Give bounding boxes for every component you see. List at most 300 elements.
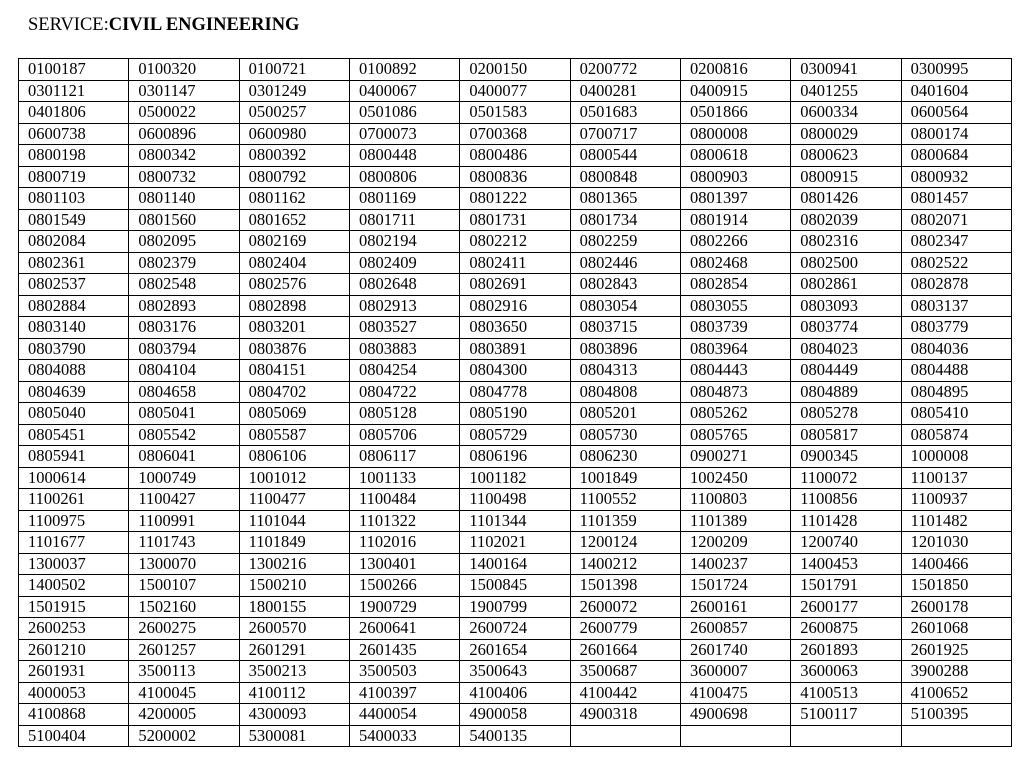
roll-number-cell: 0803891	[460, 338, 570, 360]
roll-number-cell	[570, 725, 680, 747]
roll-number-cell: 2601210	[19, 639, 129, 661]
roll-number-cell: 0805451	[19, 424, 129, 446]
roll-number-cell: 0804104	[129, 360, 239, 382]
roll-number-cell: 2601068	[901, 618, 1011, 640]
roll-number-cell: 0600738	[19, 123, 129, 145]
roll-number-cell: 1101344	[460, 510, 570, 532]
table-row	[19, 618, 1012, 640]
roll-number-cell: 0802361	[19, 252, 129, 274]
roll-number-cell: 0501086	[349, 102, 459, 124]
roll-number-cell: 0804036	[901, 338, 1011, 360]
roll-number-cell: 4400054	[349, 704, 459, 726]
roll-number-cell: 0805874	[901, 424, 1011, 446]
roll-number-cell: 0802691	[460, 274, 570, 296]
roll-number-cell: 0805941	[19, 446, 129, 468]
roll-number-cell: 1200740	[791, 532, 901, 554]
roll-number-cell: 1500845	[460, 575, 570, 597]
roll-number-cell: 0802893	[129, 295, 239, 317]
table-row	[19, 102, 1012, 124]
roll-number-cell: 0804808	[570, 381, 680, 403]
roll-number-cell: 0805201	[570, 403, 680, 425]
roll-number-cell: 4300093	[239, 704, 349, 726]
roll-number-cell: 1101322	[349, 510, 459, 532]
roll-number-cell: 2601740	[680, 639, 790, 661]
roll-number-cell: 0900345	[791, 446, 901, 468]
roll-number-cell: 1001849	[570, 467, 680, 489]
roll-number-cell: 1101428	[791, 510, 901, 532]
table-row	[19, 381, 1012, 403]
roll-number-cell: 1501791	[791, 575, 901, 597]
roll-number-cell: 0802266	[680, 231, 790, 253]
roll-number-cell: 0801140	[129, 188, 239, 210]
roll-number-cell: 1100427	[129, 489, 239, 511]
roll-number-cell: 0803794	[129, 338, 239, 360]
roll-number-cell: 0700368	[460, 123, 570, 145]
roll-number-cell: 4100513	[791, 682, 901, 704]
roll-number-cell: 1400164	[460, 553, 570, 575]
roll-number-cell: 0802095	[129, 231, 239, 253]
roll-number-cell: 5400135	[460, 725, 570, 747]
roll-number-cell: 1100072	[791, 467, 901, 489]
roll-number-cell: 1501915	[19, 596, 129, 618]
roll-number-cell: 0803137	[901, 295, 1011, 317]
roll-number-cell: 0501683	[570, 102, 680, 124]
roll-number-cell: 4200005	[129, 704, 239, 726]
roll-number-cell: 1102021	[460, 532, 570, 554]
roll-number-cell: 1100552	[570, 489, 680, 511]
roll-number-cell: 2601435	[349, 639, 459, 661]
roll-number-cell: 0803201	[239, 317, 349, 339]
roll-number-cell: 2600641	[349, 618, 459, 640]
roll-number-cell: 0802548	[129, 274, 239, 296]
roll-number-cell: 1100137	[901, 467, 1011, 489]
roll-number-cell: 0803883	[349, 338, 459, 360]
roll-number-cell: 4100475	[680, 682, 790, 704]
roll-number-cell: 0800029	[791, 123, 901, 145]
roll-number-cell: 0800915	[791, 166, 901, 188]
table-row	[19, 575, 1012, 597]
table-row	[19, 295, 1012, 317]
roll-number-cell: 1800155	[239, 596, 349, 618]
roll-number-cell: 0802404	[239, 252, 349, 274]
table-row	[19, 145, 1012, 167]
table-row	[19, 403, 1012, 425]
roll-number-cell: 1100261	[19, 489, 129, 511]
roll-number-cell: 1101743	[129, 532, 239, 554]
roll-number-cell: 0805069	[239, 403, 349, 425]
roll-number-cell: 1500107	[129, 575, 239, 597]
roll-number-cell: 1002450	[680, 467, 790, 489]
roll-number-cell: 1100484	[349, 489, 459, 511]
roll-number-cell: 3900288	[901, 661, 1011, 683]
roll-number-cell: 0801560	[129, 209, 239, 231]
roll-number-cell: 0804313	[570, 360, 680, 382]
roll-number-cell: 1101482	[901, 510, 1011, 532]
roll-number-cell: 1102016	[349, 532, 459, 554]
roll-number-cell: 2601893	[791, 639, 901, 661]
roll-number-cell: 0501866	[680, 102, 790, 124]
roll-number-cell: 1100937	[901, 489, 1011, 511]
roll-number-cell: 3500213	[239, 661, 349, 683]
roll-number-cell: 4000053	[19, 682, 129, 704]
table-row	[19, 188, 1012, 210]
roll-number-cell: 0800684	[901, 145, 1011, 167]
roll-number-cell: 0301249	[239, 80, 349, 102]
roll-number-cell: 0805041	[129, 403, 239, 425]
roll-number-cell: 3500643	[460, 661, 570, 683]
roll-number-cell: 4900318	[570, 704, 680, 726]
table-row	[19, 725, 1012, 747]
roll-number-cell: 0805190	[460, 403, 570, 425]
roll-number-cell: 0803650	[460, 317, 570, 339]
roll-number-cell: 0802843	[570, 274, 680, 296]
roll-number-cell: 1501724	[680, 575, 790, 597]
table-row	[19, 360, 1012, 382]
roll-number-cell: 0802884	[19, 295, 129, 317]
roll-number-cell: 0805729	[460, 424, 570, 446]
roll-number-cell	[791, 725, 901, 747]
roll-number-cell: 1900729	[349, 596, 459, 618]
roll-number-cell: 1400453	[791, 553, 901, 575]
roll-number-cell: 0200150	[460, 59, 570, 81]
roll-number-cell: 0805040	[19, 403, 129, 425]
roll-number-cell: 0805278	[791, 403, 901, 425]
roll-number-cell: 1500210	[239, 575, 349, 597]
table-row	[19, 317, 1012, 339]
roll-number-cell: 0803739	[680, 317, 790, 339]
roll-number-cell: 3600007	[680, 661, 790, 683]
roll-number-cell: 3600063	[791, 661, 901, 683]
roll-number-cell: 0803140	[19, 317, 129, 339]
table-row	[19, 553, 1012, 575]
roll-number-cell: 0800932	[901, 166, 1011, 188]
roll-number-cell: 0900271	[680, 446, 790, 468]
roll-number-cell: 1101389	[680, 510, 790, 532]
roll-number-cell: 0804639	[19, 381, 129, 403]
roll-number-cell: 0803964	[680, 338, 790, 360]
roll-number-cell: 0802916	[460, 295, 570, 317]
roll-number-cell: 0803896	[570, 338, 680, 360]
roll-number-cell: 0800719	[19, 166, 129, 188]
roll-number-cell: 0801549	[19, 209, 129, 231]
roll-number-cell: 0800448	[349, 145, 459, 167]
roll-number-cell: 0804488	[901, 360, 1011, 382]
roll-number-cell: 0804443	[680, 360, 790, 382]
roll-number-cell: 0300941	[791, 59, 901, 81]
roll-number-cell: 1001133	[349, 467, 459, 489]
roll-number-cell: 2600275	[129, 618, 239, 640]
roll-number-cell: 0401806	[19, 102, 129, 124]
roll-number-cell: 0802259	[570, 231, 680, 253]
roll-number-cell: 0805706	[349, 424, 459, 446]
roll-number-cell: 3500113	[129, 661, 239, 683]
roll-number-cell: 1000008	[901, 446, 1011, 468]
roll-number-cell: 0802316	[791, 231, 901, 253]
roll-number-cell: 0800486	[460, 145, 570, 167]
roll-number-cell: 1000614	[19, 467, 129, 489]
table-row	[19, 682, 1012, 704]
roll-number-cell: 0700717	[570, 123, 680, 145]
roll-number-cell: 0501583	[460, 102, 570, 124]
roll-number-cell: 0802500	[791, 252, 901, 274]
roll-number-cell: 1400212	[570, 553, 680, 575]
roll-number-cell: 0804778	[460, 381, 570, 403]
roll-number-cell: 1502160	[129, 596, 239, 618]
roll-number-cell: 1100803	[680, 489, 790, 511]
roll-number-table-body	[19, 59, 1012, 747]
roll-number-cell: 5100395	[901, 704, 1011, 726]
roll-number-cell: 0800618	[680, 145, 790, 167]
roll-number-cell: 0500257	[239, 102, 349, 124]
roll-number-cell: 0802071	[901, 209, 1011, 231]
roll-number-cell: 1101849	[239, 532, 349, 554]
roll-number-cell: 0803527	[349, 317, 459, 339]
roll-number-cell: 1400502	[19, 575, 129, 597]
roll-number-cell: 2600857	[680, 618, 790, 640]
roll-number-cell: 0700073	[349, 123, 459, 145]
table-row	[19, 252, 1012, 274]
roll-number-cell: 0802194	[349, 231, 459, 253]
roll-number-cell: 4900058	[460, 704, 570, 726]
roll-number-cell: 0802648	[349, 274, 459, 296]
roll-number-cell: 0301147	[129, 80, 239, 102]
roll-number-cell: 0802347	[901, 231, 1011, 253]
roll-number-cell: 1100991	[129, 510, 239, 532]
roll-number-cell: 0802468	[680, 252, 790, 274]
roll-number-cell: 0800544	[570, 145, 680, 167]
roll-number-cell: 0500022	[129, 102, 239, 124]
roll-number-cell: 0805730	[570, 424, 680, 446]
roll-number-cell: 2600178	[901, 596, 1011, 618]
roll-number-cell: 1300037	[19, 553, 129, 575]
roll-number-cell: 3500687	[570, 661, 680, 683]
roll-number-cell: 0805542	[129, 424, 239, 446]
roll-number-cell: 0800342	[129, 145, 239, 167]
table-row	[19, 274, 1012, 296]
roll-number-cell: 0806041	[129, 446, 239, 468]
roll-number-cell: 0804151	[239, 360, 349, 382]
roll-number-cell: 0100721	[239, 59, 349, 81]
roll-number-cell: 0805262	[680, 403, 790, 425]
roll-number-cell: 2600177	[791, 596, 901, 618]
roll-number-cell: 0804088	[19, 360, 129, 382]
roll-number-cell	[680, 725, 790, 747]
roll-number-cell: 4100652	[901, 682, 1011, 704]
roll-number-cell: 0800623	[791, 145, 901, 167]
roll-number-cell: 0800836	[460, 166, 570, 188]
roll-number-cell: 1101044	[239, 510, 349, 532]
roll-number-cell: 1300070	[129, 553, 239, 575]
roll-number-cell: 0801734	[570, 209, 680, 231]
roll-number-cell: 1100498	[460, 489, 570, 511]
roll-number-cell: 2600724	[460, 618, 570, 640]
roll-number-cell: 2600779	[570, 618, 680, 640]
roll-number-cell: 0800008	[680, 123, 790, 145]
roll-number-cell: 1200209	[680, 532, 790, 554]
roll-number-cell: 0802576	[239, 274, 349, 296]
roll-number-cell: 0806106	[239, 446, 349, 468]
roll-number-cell: 2600072	[570, 596, 680, 618]
table-row	[19, 166, 1012, 188]
roll-number-cell: 0200772	[570, 59, 680, 81]
roll-number-cell: 0803774	[791, 317, 901, 339]
roll-number-cell: 5100117	[791, 704, 901, 726]
roll-number-cell: 2601664	[570, 639, 680, 661]
roll-number-cell: 0600564	[901, 102, 1011, 124]
roll-number-cell: 0802878	[901, 274, 1011, 296]
roll-number-cell: 0301121	[19, 80, 129, 102]
roll-number-cell: 0802039	[791, 209, 901, 231]
roll-number-cell: 0802898	[239, 295, 349, 317]
roll-number-cell: 0802169	[239, 231, 349, 253]
roll-number-cell: 0800806	[349, 166, 459, 188]
roll-number-cell: 4100045	[129, 682, 239, 704]
roll-number-cell: 0401604	[901, 80, 1011, 102]
roll-number-cell: 0400077	[460, 80, 570, 102]
roll-number-cell: 0801222	[460, 188, 570, 210]
roll-number-cell: 0800198	[19, 145, 129, 167]
table-row	[19, 489, 1012, 511]
roll-number-cell: 1400237	[680, 553, 790, 575]
roll-number-cell: 0804889	[791, 381, 901, 403]
roll-number-cell: 0801731	[460, 209, 570, 231]
roll-number-cell: 0805410	[901, 403, 1011, 425]
roll-number-cell: 4900698	[680, 704, 790, 726]
roll-number-cell: 5200002	[129, 725, 239, 747]
roll-number-cell: 2600253	[19, 618, 129, 640]
roll-number-cell: 0600980	[239, 123, 349, 145]
roll-number-cell: 0803790	[19, 338, 129, 360]
roll-number-cell: 0400067	[349, 80, 459, 102]
roll-number-cell: 0200816	[680, 59, 790, 81]
roll-number-cell: 4100406	[460, 682, 570, 704]
roll-number-cell: 0100320	[129, 59, 239, 81]
roll-number-cell: 0803093	[791, 295, 901, 317]
roll-number-cell: 4100868	[19, 704, 129, 726]
table-row	[19, 424, 1012, 446]
roll-number-cell: 0804873	[680, 381, 790, 403]
roll-number-cell: 0805817	[791, 424, 901, 446]
roll-number-cell: 0100187	[19, 59, 129, 81]
roll-number-cell: 1500266	[349, 575, 459, 597]
roll-number-cell: 0800392	[239, 145, 349, 167]
roll-number-cell: 0804658	[129, 381, 239, 403]
roll-number-cell: 0100892	[349, 59, 459, 81]
table-row	[19, 338, 1012, 360]
table-row	[19, 661, 1012, 683]
roll-number-cell: 1200124	[570, 532, 680, 554]
roll-number-cell: 1001012	[239, 467, 349, 489]
roll-number-cell: 0804023	[791, 338, 901, 360]
table-row	[19, 704, 1012, 726]
roll-number-cell	[901, 725, 1011, 747]
roll-number-cell: 0801169	[349, 188, 459, 210]
roll-number-cell: 0803715	[570, 317, 680, 339]
roll-number-cell: 0802084	[19, 231, 129, 253]
roll-number-cell: 0802379	[129, 252, 239, 274]
roll-number-cell: 1201030	[901, 532, 1011, 554]
roll-number-cell: 0806230	[570, 446, 680, 468]
roll-number-cell: 0600896	[129, 123, 239, 145]
roll-number-cell: 0801162	[239, 188, 349, 210]
roll-number-cell: 0803055	[680, 295, 790, 317]
roll-number-cell: 0400281	[570, 80, 680, 102]
roll-number-cell: 0803054	[570, 295, 680, 317]
roll-number-cell: 0802854	[680, 274, 790, 296]
table-row	[19, 639, 1012, 661]
roll-number-cell: 0801457	[901, 188, 1011, 210]
roll-number-cell: 1300216	[239, 553, 349, 575]
roll-number-cell: 4100397	[349, 682, 459, 704]
roll-number-cell: 0600334	[791, 102, 901, 124]
page-title	[28, 14, 299, 36]
roll-number-cell: 2600875	[791, 618, 901, 640]
roll-number-cell: 1501850	[901, 575, 1011, 597]
roll-number-cell: 0805587	[239, 424, 349, 446]
roll-number-cell: 0803176	[129, 317, 239, 339]
roll-number-cell: 2601931	[19, 661, 129, 683]
roll-number-cell: 1100477	[239, 489, 349, 511]
roll-number-cell: 0800174	[901, 123, 1011, 145]
roll-number-cell: 0401255	[791, 80, 901, 102]
roll-number-cell: 0804722	[349, 381, 459, 403]
roll-number-cell: 0803876	[239, 338, 349, 360]
roll-number-cell: 0802913	[349, 295, 459, 317]
roll-number-cell: 0805765	[680, 424, 790, 446]
roll-number-cell: 1100975	[19, 510, 129, 532]
roll-number-cell: 0802861	[791, 274, 901, 296]
roll-number-cell: 5100404	[19, 725, 129, 747]
table-row	[19, 231, 1012, 253]
roll-number-cell: 0801397	[680, 188, 790, 210]
table-row	[19, 80, 1012, 102]
roll-number-cell: 3500503	[349, 661, 459, 683]
table-row	[19, 467, 1012, 489]
roll-number-cell: 4100442	[570, 682, 680, 704]
roll-number-cell: 0806117	[349, 446, 459, 468]
table-row	[19, 510, 1012, 532]
roll-number-cell: 1900799	[460, 596, 570, 618]
roll-number-cell: 0802522	[901, 252, 1011, 274]
roll-number-cell: 1501398	[570, 575, 680, 597]
roll-number-cell: 0802212	[460, 231, 570, 253]
department-name: CIVIL ENGINEERING	[108, 15, 300, 35]
roll-number-cell: 2601291	[239, 639, 349, 661]
roll-number-cell: 0802537	[19, 274, 129, 296]
roll-number-cell: 0806196	[460, 446, 570, 468]
roll-number-cell: 0803779	[901, 317, 1011, 339]
roll-number-cell: 0801365	[570, 188, 680, 210]
roll-number-table	[18, 58, 1012, 747]
roll-number-cell: 5300081	[239, 725, 349, 747]
roll-number-cell: 0801711	[349, 209, 459, 231]
roll-number-cell: 0804895	[901, 381, 1011, 403]
roll-number-cell: 0804449	[791, 360, 901, 382]
roll-number-cell: 1300401	[349, 553, 459, 575]
table-row	[19, 209, 1012, 231]
roll-number-cell: 0801426	[791, 188, 901, 210]
roll-number-cell: 0801652	[239, 209, 349, 231]
table-row	[19, 596, 1012, 618]
roll-number-cell: 0801103	[19, 188, 129, 210]
roll-number-cell: 4100112	[239, 682, 349, 704]
roll-number-cell: 2601925	[901, 639, 1011, 661]
roll-number-cell: 2601654	[460, 639, 570, 661]
roll-number-cell: 0801914	[680, 209, 790, 231]
table-row	[19, 446, 1012, 468]
roll-number-cell: 0800732	[129, 166, 239, 188]
roll-number-cell: 1000749	[129, 467, 239, 489]
